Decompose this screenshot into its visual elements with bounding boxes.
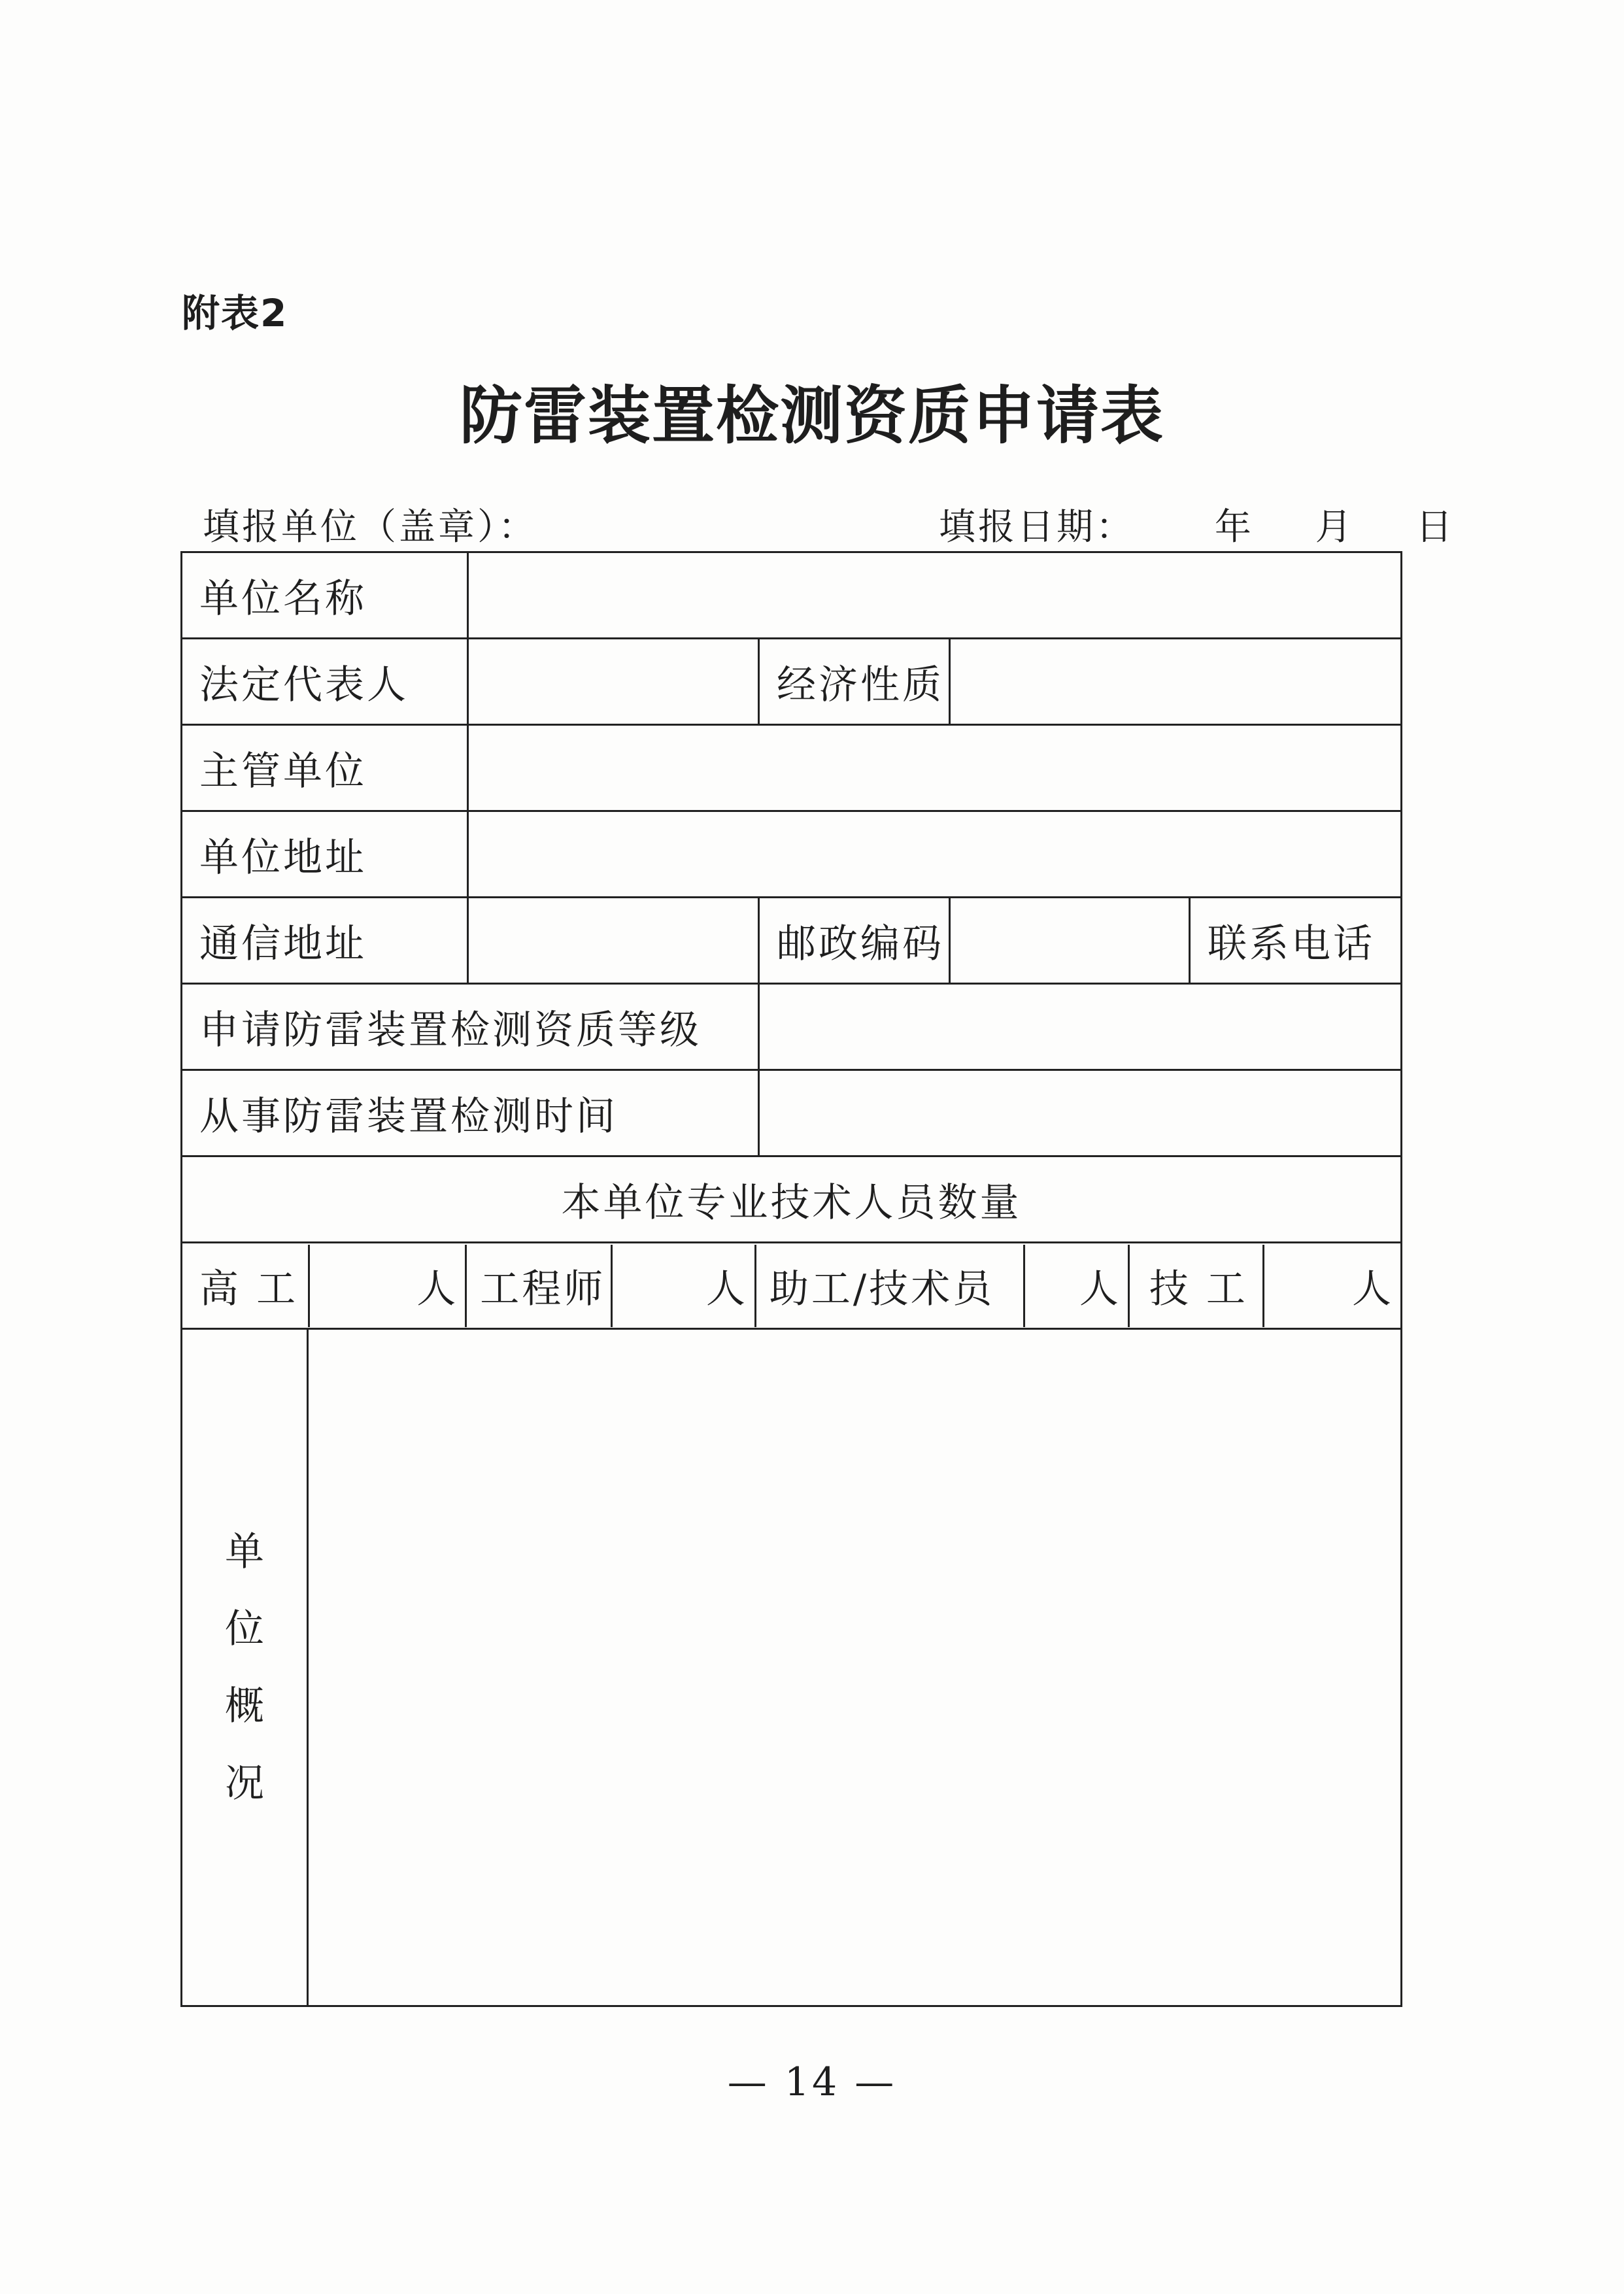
contact-phone-label: 联系电话 — [1190, 898, 1402, 984]
economic-nature-label: 经济性质 — [759, 639, 950, 725]
engineer-label: 工程师 — [466, 1245, 611, 1327]
qualification-level-label: 申请防雷装置检测资质等级 — [182, 984, 759, 1070]
page-number: — 14 — — [727, 2059, 897, 2105]
postal-code-field[interactable] — [950, 898, 1190, 984]
assistant-technician-label: 助工/技术员 — [755, 1245, 1024, 1327]
detection-time-field[interactable] — [759, 1070, 1402, 1156]
row-unit-name — [182, 552, 1402, 639]
row-detection-time — [182, 1070, 1402, 1156]
technician-count[interactable]: 人 — [1352, 1266, 1395, 1312]
unit-name-label: 单位名称 — [182, 552, 468, 639]
overview-label-text: 单位概况 — [225, 1528, 267, 1806]
row-unit-address — [182, 811, 1402, 898]
row-staff-header — [182, 1156, 1402, 1243]
engineer-count[interactable]: 人 — [611, 1245, 755, 1327]
year-label: 年 — [1214, 506, 1254, 548]
day-label: 日 — [1415, 506, 1455, 548]
unit-address-label: 单位地址 — [182, 811, 468, 898]
reporting-date — [939, 498, 1455, 550]
overview-label — [182, 1329, 308, 2006]
overview-field[interactable] — [308, 1329, 1402, 2006]
senior-engineer-count[interactable]: 人 — [309, 1245, 465, 1327]
staff-counts-table — [182, 1245, 1400, 1327]
month-label: 月 — [1315, 506, 1355, 548]
economic-nature-field[interactable] — [950, 639, 1402, 725]
unit-address-field[interactable] — [468, 811, 1402, 898]
staff-header: 本单位专业技术人员数量 — [182, 1156, 1402, 1243]
supervising-unit-label: 主管单位 — [182, 725, 468, 811]
postal-code-label: 邮政编码 — [759, 898, 950, 984]
row-mailing-address — [182, 898, 1402, 984]
detection-time-label: 从事防雷装置检测时间 — [182, 1070, 759, 1156]
mailing-address-field[interactable] — [468, 898, 759, 984]
qualification-level-field[interactable] — [759, 984, 1402, 1070]
technician-label: 技 工 — [1128, 1245, 1263, 1327]
reporting-date-label: 填报日期： — [939, 506, 1135, 548]
assistant-technician-count[interactable]: 人 — [1024, 1245, 1128, 1327]
supervising-unit-field[interactable] — [468, 725, 1402, 811]
unit-name-field[interactable] — [468, 552, 1402, 639]
appendix-label: 附表2 — [182, 291, 288, 335]
legal-rep-field[interactable] — [468, 639, 759, 725]
form-title: 防雷装置检测资质申请表 — [460, 379, 1164, 452]
application-form-table — [180, 551, 1402, 2007]
reporting-unit-label: 填报单位（盖章）： — [203, 506, 537, 548]
row-supervising-unit — [182, 725, 1402, 811]
row-staff-counts — [182, 1243, 1402, 1329]
senior-engineer-label: 高 工 — [182, 1245, 309, 1327]
mailing-address-label: 通信地址 — [182, 898, 468, 984]
row-legal-rep — [182, 639, 1402, 725]
row-overview — [182, 1329, 1402, 2006]
row-qualification-level — [182, 984, 1402, 1070]
legal-rep-label: 法定代表人 — [182, 639, 468, 725]
